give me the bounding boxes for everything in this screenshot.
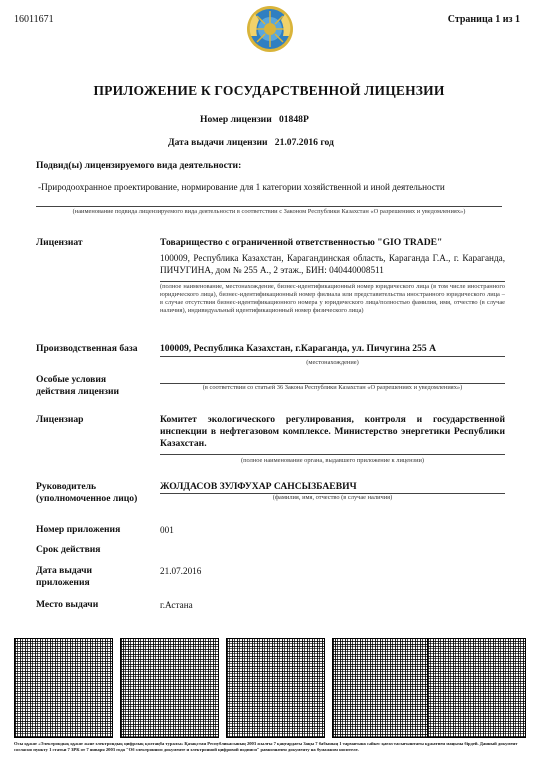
base-value: 100009, Республика Казахстан, г.Караганда, ул. Пичугина 255 А [160, 343, 437, 354]
divider [160, 356, 505, 357]
head-value: ЖОЛДАСОВ ЗУЛФУХАР САНСЫЗБАЕВИЧ [160, 481, 357, 492]
place-label: Место выдачи [36, 599, 99, 610]
appendix-number-label: Номер приложения [36, 524, 121, 535]
page-indicator: Страница 1 из 1 [447, 14, 520, 25]
document-id: 16011671 [14, 14, 54, 25]
head-label: Руководитель (уполномоченное лицо) [36, 481, 138, 504]
conditions-note: (в соответствии со статьей 36 Закона Республики Казахстан «О разрешениях и уведомлениях») [202, 384, 463, 391]
licensee-address: 100009, Республика Казахстан, Карагандинская область, Караганда Г.А., г. Караганда, ПИЧУГИНА, дом № 255 А., 2 этаж., БИН: 040440008511 [160, 253, 505, 276]
base-note: (местонахождение) [306, 359, 359, 366]
license-number-row [200, 114, 309, 125]
qr-code [14, 638, 113, 738]
appendix-number-value: 001 [160, 525, 174, 535]
divider [36, 206, 502, 207]
qr-code [332, 638, 431, 738]
licensor-value: Комитет экологического регулирования, контроля и государственной инспекции в нефтегазовом комплексе. Министерство энергетики Республики Казахстан. [160, 414, 505, 449]
licensor-note: (полное наименование органа, выдавшего приложение к лицензии) [240, 457, 425, 464]
subtype-item-text: Природоохранное проектирование, нормирование для 1 категории хозяйственной и иной деятельности [41, 182, 445, 192]
head-note: (фамилия, имя, отчество (в случае наличия) [272, 494, 393, 501]
validity-label: Срок действия [36, 544, 101, 555]
licensee-name: Товарищество с ограниченной ответственностью "GIO TRADE" [160, 237, 443, 248]
divider [160, 454, 505, 455]
licensee-note: (полное наименование, местонахождение, бизнес-идентификационный номер юридического лица (в том числе иностранного юридического лица), бизнес-идентификационный номер филиала или представительства иностранного юридического лица – в случае отсутствия бизнес-идентификационного номера у юридического лица/полностью фамилия, имя, отчество (в случае наличия), индивидуальный идентификационный номер физического лица) [160, 283, 505, 314]
place-value: г.Астана [160, 600, 193, 610]
bullet-icon: - [38, 182, 42, 192]
qr-code [120, 638, 219, 738]
license-number-value: 01848Р [278, 114, 309, 125]
subtype-heading: Подвид(ы) лицензируемого вида деятельности: [36, 160, 242, 171]
document-title: ПРИЛОЖЕНИЕ К ГОСУДАРСТВЕННОЙ ЛИЦЕНЗИИ [93, 83, 445, 98]
license-number-label: Номер лицензии [200, 114, 272, 125]
licensee-label: Лицензиат [36, 237, 83, 248]
issue-date-value: 21.07.2016 [160, 566, 202, 576]
license-date-value: 21.07.2016 год [274, 137, 334, 148]
qr-code [427, 638, 526, 738]
issue-date-label: Дата выдачи приложения [36, 565, 93, 588]
license-date-row [168, 137, 334, 148]
divider [160, 281, 505, 282]
licensor-label: Лицензиар [36, 414, 84, 425]
subtype-item [38, 181, 458, 193]
license-date-label: Дата выдачи лицензии [168, 137, 268, 148]
subtype-note: (наименование подвида лицензируемого вида деятельности в соответствии с Законом Республики Казахстан «О разрешениях и уведомлениях») [72, 208, 466, 215]
base-label: Производственная база [36, 343, 138, 354]
conditions-label: Особые условия действия лицензии [36, 374, 120, 397]
qr-code [226, 638, 325, 738]
legal-footer: Осы құжат «Электрондық құжат және электрондық цифрлық қолтаңба туралы» Қазақстан Республикасының 2003 жылғы 7 қаңтардағы Заңы 7 бабының 1 тармағына сәйкес қағаз тасығыштағы құжатпен маңызы бірдей. Данный документ согласно пункту 1 статьи 7 ЗРК от 7 января 2003 года "Об электронном документе и электронной цифровой подписи" равнозначен документу на бумажном носителе. [14, 741, 518, 752]
state-emblem-icon [245, 4, 295, 54]
